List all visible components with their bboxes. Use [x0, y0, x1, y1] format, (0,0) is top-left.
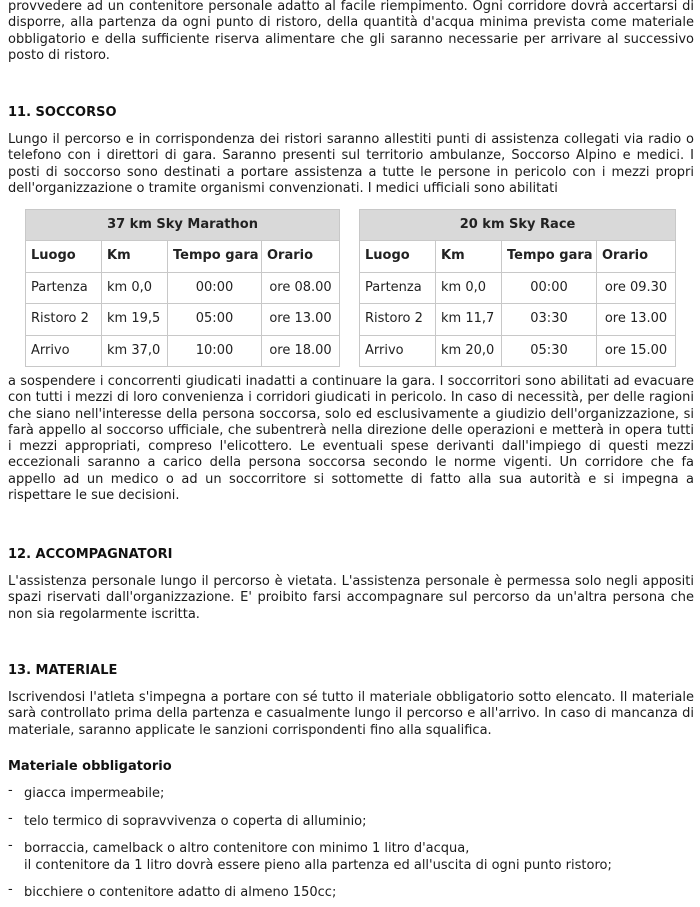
table-title: 37 km Sky Marathon	[26, 210, 340, 241]
table-title: 20 km Sky Race	[360, 210, 676, 241]
column-header: Orario	[597, 241, 676, 272]
table-row	[26, 272, 340, 303]
column-header: Luogo	[360, 241, 436, 272]
column-header: Luogo	[26, 241, 102, 272]
bullet-dash: -	[8, 882, 13, 897]
list-item-text: borraccia, camelback o altro contenitore con minimo 1 litro d'acqua,	[24, 841, 470, 856]
table-cell: 10:00	[168, 335, 262, 366]
section-heading-materiale: 13. MATERIALE	[8, 663, 118, 678]
table-row	[360, 304, 676, 335]
table-cell: 05:30	[502, 335, 597, 366]
table-cell: Ristoro 2	[26, 304, 102, 335]
schedule-table-sky-marathon	[25, 209, 340, 367]
table-cell: 05:00	[168, 304, 262, 335]
table-cell: Ristoro 2	[360, 304, 436, 335]
table-cell: ore 13.00	[597, 304, 676, 335]
table-cell: ore 15.00	[597, 335, 676, 366]
bullet-dash: -	[8, 811, 13, 826]
accompagnatori-paragraph: L'assistenza personale lungo il percorso è vietata. L'assistenza personale è permessa solo negli appositi spazi riservati dall'organizzazione. E' proibito farsi accompagnare sul percorso da un'altra persona che non sia regolarmente iscritta.	[8, 574, 694, 622]
soccorso-paragraph-1: Lungo il percorso e in corrispondenza dei ristori saranno allestiti punti di assistenza collegati via radio o telefono con i direttori di gara. Saranno presenti sul territorio ambulanze, Soccorso Alpino e medici. I posti di soccorso sono destinati a portare assistenza a tutte le persone in pericolo con i mezzi propri dell'organizzazione o tramite organismi convenzionati. I medici ufficiali sono abilitati	[8, 132, 694, 196]
intro-paragraph: provvedere ad un contenitore personale adatto al facile riempimento. Ogni corridore dovrà accertarsi di disporre, alla partenza da ogni punto di ristoro, della quantità d'acqua minima prevista come materiale obbligatorio e della sufficiente riserva alimentare che gli saranno necessarie per arrivare al successivo posto di ristoro.	[8, 0, 694, 63]
table-cell: 00:00	[502, 272, 597, 303]
column-header: Km	[436, 241, 502, 272]
table-cell: ore 13.00	[262, 304, 340, 335]
table-cell: km 0,0	[436, 272, 502, 303]
column-header: Tempo gara	[168, 241, 262, 272]
table-cell: ore 08.00	[262, 272, 340, 303]
table-cell: 00:00	[168, 272, 262, 303]
list-item-text: giacca impermeabile;	[24, 786, 165, 801]
table-cell: km 19,5	[102, 304, 168, 335]
table-row	[26, 304, 340, 335]
list-item-text: bicchiere o contenitore adatto di almeno 150cc;	[24, 885, 337, 900]
section-heading-soccorso: 11. SOCCORSO	[8, 105, 117, 120]
table-cell: 03:30	[502, 304, 597, 335]
table-cell: Partenza	[360, 272, 436, 303]
table-row	[26, 335, 340, 366]
table-cell: Partenza	[26, 272, 102, 303]
table-cell: km 11,7	[436, 304, 502, 335]
column-header: Km	[102, 241, 168, 272]
table-row	[360, 272, 676, 303]
soccorso-paragraph-2: a sospendere i concorrenti giudicati inadatti a continuare la gara. I soccorritori sono abilitati ad evacuare con tutti i mezzi di loro convenienza i corridori giudicati in pericolo. In caso di necessità, per delle ragioni che siano nell'interesse della persona soccorsa, solo ed esclusivamente a giudizio dell'organizzazione, si farà appello al soccorso ufficiale, che subentrerà nella direzione delle operazioni e metterà in opera tutti i mezzi appropriati, compreso l'elicottero. Le eventuali spese derivanti dall'impiego di questi mezzi eccezionali saranno a carico della persona soccorsa secondo le norme vigenti. Un corridore che fa appello ad un medico o ad un soccorritore si sottomette di fatto alla sua autorità e si impegna a rispettare le sue decisioni.	[8, 374, 694, 504]
table-cell: km 37,0	[102, 335, 168, 366]
column-header: Tempo gara	[502, 241, 597, 272]
materiale-obbligatorio-subheading: Materiale obbligatorio	[8, 759, 172, 774]
column-header: Orario	[262, 241, 340, 272]
table-cell: km 20,0	[436, 335, 502, 366]
list-item-text: il contenitore da 1 litro dovrà essere pieno alla partenza ed all'uscita di ogni punto ristoro;	[24, 858, 612, 873]
list-item-text: telo termico di sopravvivenza o coperta di alluminio;	[24, 814, 367, 829]
table-cell: ore 18.00	[262, 335, 340, 366]
section-heading-accompagnatori: 12. ACCOMPAGNATORI	[8, 547, 173, 562]
table-cell: Arrivo	[360, 335, 436, 366]
bullet-dash: -	[8, 838, 13, 853]
table-cell: ore 09.30	[597, 272, 676, 303]
table-cell: km 0,0	[102, 272, 168, 303]
bullet-dash: -	[8, 783, 13, 798]
materiale-paragraph: Iscrivendosi l'atleta s'impegna a portare con sé tutto il materiale obbligatorio sotto elencato. Il materiale sarà controllato prima della partenza e casualmente lungo il percorso e all'arrivo. In caso di mancanza di materiale, saranno applicate le sanzioni corrispondenti fino alla squalifica.	[8, 690, 694, 738]
table-row	[360, 335, 676, 366]
table-cell: Arrivo	[26, 335, 102, 366]
schedule-table-sky-race	[359, 209, 676, 367]
